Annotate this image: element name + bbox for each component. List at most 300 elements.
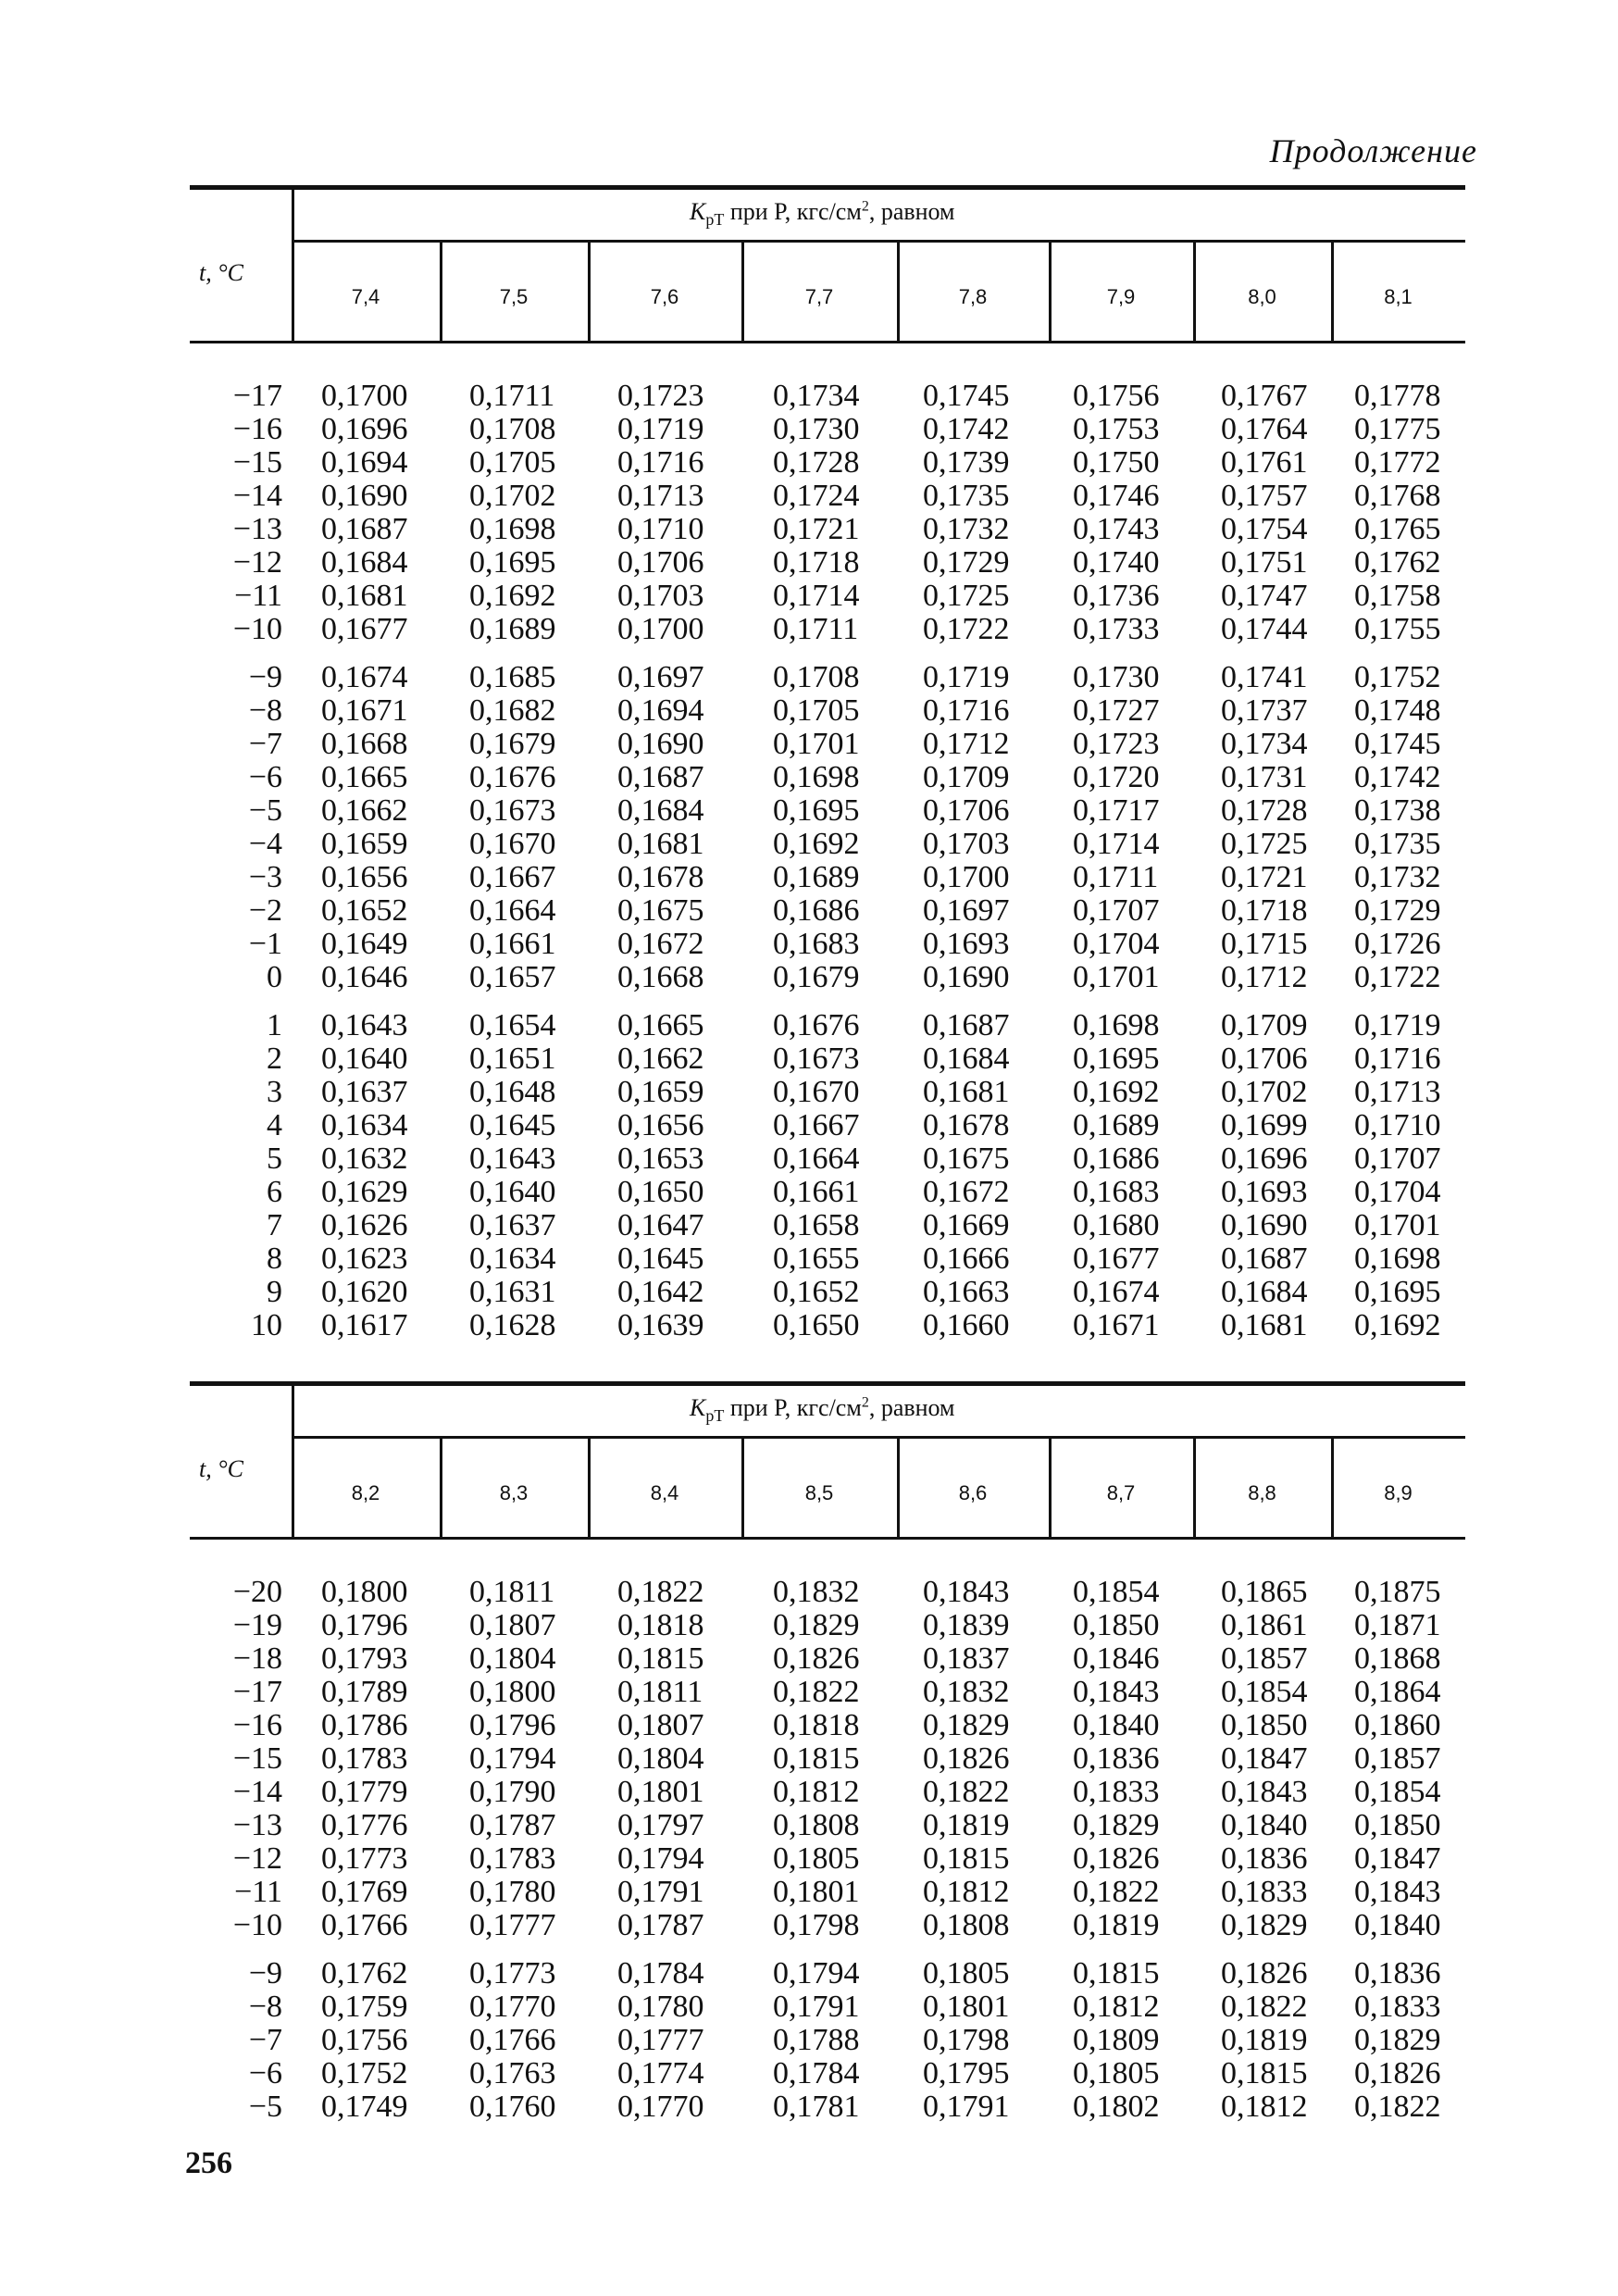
kpt-value-cell: 0,1678	[923, 1108, 1010, 1142]
kpt-value-cell: 0,1655	[773, 1242, 860, 1276]
kpt-value-cell: 0,1677	[321, 612, 408, 646]
kpt-value-cell: 0,1684	[321, 545, 408, 580]
table-row	[190, 1042, 1465, 1076]
kpt-value-cell: 0,1763	[469, 2056, 556, 2090]
kpt-value-cell: 0,1710	[617, 512, 704, 546]
kpt-value-cell: 0,1699	[1221, 1108, 1308, 1142]
temperature-cell: −1	[248, 927, 282, 961]
kpt-value-cell: 0,1683	[773, 927, 860, 961]
kpt-value-cell: 0,1709	[923, 760, 1010, 794]
kpt-value-cell: 0,1860	[1354, 1708, 1441, 1742]
kpt-value-cell: 0,1843	[1221, 1775, 1308, 1809]
kpt-value-cell: 0,1770	[469, 1990, 556, 2024]
table-row	[190, 1176, 1465, 1209]
kpt-value-cell: 0,1695	[1354, 1275, 1441, 1309]
table-row	[190, 828, 1465, 861]
kpt-value-cell: 0,1780	[469, 1875, 556, 1909]
kpt-value-cell: 0,1797	[617, 1808, 704, 1842]
kpt-value-cell: 0,1749	[321, 2090, 408, 2124]
kpt-value-cell: 0,1729	[923, 545, 1010, 580]
column-header: 7,4	[351, 285, 380, 308]
kpt-value-cell: 0,1703	[923, 827, 1010, 861]
header-tail: , равном	[868, 1394, 955, 1421]
kpt-value-cell: 0,1745	[923, 379, 1010, 413]
kpt-value-cell: 0,1854	[1221, 1675, 1308, 1709]
column-divider	[588, 243, 591, 341]
kpt-value-cell: 0,1696	[321, 412, 408, 446]
kpt-value-cell: 0,1694	[321, 445, 408, 480]
table-row	[190, 728, 1465, 761]
table-row	[190, 580, 1465, 613]
kpt-value-cell: 0,1776	[321, 1808, 408, 1842]
kpt-value-cell: 0,1766	[469, 2023, 556, 2057]
kpt-value-cell: 0,1650	[617, 1175, 704, 1209]
temperature-cell: −18	[232, 1641, 282, 1676]
table-row	[190, 1676, 1465, 1709]
kpt-value-cell: 0,1861	[1221, 1608, 1308, 1642]
kpt-value-cell: 0,1734	[1221, 727, 1308, 761]
kpt-value-cell: 0,1805	[773, 1841, 860, 1876]
kpt-value-cell: 0,1770	[617, 2090, 704, 2124]
kpt-value-cell: 0,1854	[1354, 1775, 1441, 1809]
kpt-value-cell: 0,1640	[469, 1175, 556, 1209]
kpt-value-cell: 0,1716	[1354, 1042, 1441, 1076]
kpt-value-cell: 0,1850	[1354, 1808, 1441, 1842]
temperature-cell: −12	[232, 1841, 282, 1876]
kpt-value-cell: 0,1812	[1073, 1990, 1160, 2024]
temperature-cell: 10	[251, 1308, 282, 1342]
kpt-value-cell: 0,1710	[1354, 1108, 1441, 1142]
kpt-value-cell: 0,1634	[321, 1108, 408, 1142]
kpt-value-cell: 0,1808	[773, 1808, 860, 1842]
kpt-value-cell: 0,1637	[321, 1075, 408, 1109]
kpt-value-cell: 0,1728	[773, 445, 860, 480]
kpt-value-cell: 0,1642	[617, 1275, 704, 1309]
kpt-value-cell: 0,1702	[1221, 1075, 1308, 1109]
kpt-value-cell: 0,1686	[1073, 1142, 1160, 1176]
kpt-value-cell: 0,1773	[321, 1841, 408, 1876]
kpt-value-cell: 0,1713	[1354, 1075, 1441, 1109]
kpt-value-cell: 0,1822	[923, 1775, 1010, 1809]
kpt-value-cell: 0,1682	[469, 693, 556, 728]
column-header: 8,0	[1248, 285, 1276, 308]
header-superscript: 2	[861, 198, 869, 215]
table-row	[190, 613, 1465, 646]
kpt-value-cell: 0,1854	[1073, 1575, 1160, 1609]
kpt-value-cell: 0,1725	[923, 579, 1010, 613]
kpt-value-cell: 0,1731	[1221, 760, 1308, 794]
kpt-value-cell: 0,1868	[1354, 1641, 1441, 1676]
table-row	[190, 661, 1465, 694]
kpt-value-cell: 0,1818	[773, 1708, 860, 1742]
temperature-cell: −14	[232, 479, 282, 513]
kpt-value-cell: 0,1787	[469, 1808, 556, 1842]
column-header: 8,2	[351, 1481, 380, 1504]
kpt-value-cell: 0,1711	[469, 379, 555, 413]
kpt-value-cell: 0,1716	[617, 445, 704, 480]
kpt-value-cell: 0,1707	[1073, 893, 1160, 928]
kpt-value-cell: 0,1712	[1221, 960, 1308, 994]
kpt-value-cell: 0,1663	[923, 1275, 1010, 1309]
table-row	[190, 1642, 1465, 1676]
kpt-value-cell: 0,1721	[773, 512, 860, 546]
kpt-value-cell: 0,1796	[321, 1608, 408, 1642]
kpt-value-cell: 0,1801	[923, 1990, 1010, 2024]
column-header: 8,9	[1384, 1481, 1413, 1504]
kpt-value-cell: 0,1665	[617, 1008, 704, 1042]
kpt-value-cell: 0,1865	[1221, 1575, 1308, 1609]
kpt-value-cell: 0,1696	[1221, 1142, 1308, 1176]
kpt-value-cell: 0,1657	[469, 960, 556, 994]
temperature-cell: −8	[248, 693, 282, 728]
kpt-value-cell: 0,1717	[1073, 793, 1160, 828]
kpt-value-cell: 0,1778	[1354, 379, 1441, 413]
kpt-value-cell: 0,1811	[617, 1675, 703, 1709]
kpt-value-cell: 0,1826	[1073, 1841, 1160, 1876]
kpt-value-cell: 0,1722	[1354, 960, 1441, 994]
kpt-value-cell: 0,1697	[923, 893, 1010, 928]
kpt-value-cell: 0,1724	[773, 479, 860, 513]
kpt-value-cell: 0,1748	[1354, 693, 1441, 728]
kpt-value-cell: 0,1819	[923, 1808, 1010, 1842]
kpt-value-cell: 0,1668	[321, 727, 408, 761]
row-group	[190, 1576, 1465, 1942]
kpt-value-cell: 0,1875	[1354, 1575, 1441, 1609]
kpt-value-cell: 0,1695	[1073, 1042, 1160, 1076]
kpt-value-cell: 0,1673	[469, 793, 556, 828]
kpt-value-cell: 0,1719	[1354, 1008, 1441, 1042]
temperature-cell: 5	[267, 1142, 282, 1176]
kpt-value-cell: 0,1711	[1073, 860, 1159, 894]
temperature-cell: −7	[248, 727, 282, 761]
table-row	[190, 1776, 1465, 1809]
kpt-value-cell: 0,1629	[321, 1175, 408, 1209]
kpt-value-cell: 0,1807	[617, 1708, 704, 1742]
temperature-cell: 0	[267, 960, 282, 994]
kpt-value-cell: 0,1850	[1073, 1608, 1160, 1642]
column-header: 7,5	[499, 285, 529, 308]
kpt-value-cell: 0,1774	[617, 2056, 704, 2090]
row-group	[190, 380, 1465, 646]
column-header: 8,7	[1106, 1481, 1136, 1504]
kpt-value-cell: 0,1662	[617, 1042, 704, 1076]
kpt-value-cell: 0,1706	[923, 793, 1010, 828]
kpt-value-cell: 0,1766	[321, 1908, 408, 1942]
kpt-value-cell: 0,1656	[617, 1108, 704, 1142]
table-row	[190, 1309, 1465, 1342]
temperature-cell: 4	[267, 1108, 282, 1142]
kpt-value-cell: 0,1643	[469, 1142, 556, 1176]
kpt-value-cell: 0,1837	[923, 1641, 1010, 1676]
kpt-value-cell: 0,1667	[773, 1108, 860, 1142]
kpt-value-cell: 0,1733	[1073, 612, 1160, 646]
kpt-value-cell: 0,1800	[321, 1575, 408, 1609]
kpt-symbol: K	[690, 1394, 706, 1421]
kpt-value-cell: 0,1721	[1221, 860, 1308, 894]
column-header: 8,4	[650, 1481, 679, 1504]
column-header: 8,6	[958, 1481, 988, 1504]
kpt-value-cell: 0,1672	[923, 1175, 1010, 1209]
column-divider	[1193, 1439, 1196, 1537]
kpt-value-cell: 0,1740	[1073, 545, 1160, 580]
temperature-cell: −6	[248, 2056, 282, 2090]
kpt-value-cell: 0,1692	[773, 827, 860, 861]
temperature-cell: −11	[234, 1875, 282, 1909]
kpt-value-cell: 0,1732	[923, 512, 1010, 546]
kpt-value-cell: 0,1791	[617, 1875, 704, 1909]
kpt-value-cell: 0,1840	[1354, 1908, 1441, 1942]
kpt-value-cell: 0,1850	[1221, 1708, 1308, 1742]
kpt-value-cell: 0,1840	[1221, 1808, 1308, 1842]
kpt-value-cell: 0,1675	[923, 1142, 1010, 1176]
table-row	[190, 894, 1465, 928]
temperature-cell: −5	[248, 2090, 282, 2124]
kpt-value-cell: 0,1805	[923, 1956, 1010, 1990]
kpt-value-cell: 0,1684	[617, 793, 704, 828]
kpt-value-cell: 0,1718	[773, 545, 860, 580]
kpt-value-cell: 0,1661	[773, 1175, 860, 1209]
kpt-value-cell: 0,1664	[773, 1142, 860, 1176]
kpt-value-cell: 0,1794	[617, 1841, 704, 1876]
kpt-value-cell: 0,1808	[923, 1908, 1010, 1942]
column-header: 8,1	[1384, 285, 1413, 308]
temperature-cell: −20	[232, 1575, 282, 1609]
column-header: 8,5	[804, 1481, 834, 1504]
kpt-value-cell: 0,1697	[617, 660, 704, 694]
kpt-value-cell: 0,1755	[1354, 612, 1441, 646]
kpt-value-cell: 0,1694	[617, 693, 704, 728]
kpt-value-cell: 0,1818	[617, 1608, 704, 1642]
kpt-value-cell: 0,1752	[321, 2056, 408, 2090]
temperature-cell: −10	[232, 1908, 282, 1942]
kpt-value-cell: 0,1723	[1073, 727, 1160, 761]
kpt-value-cell: 0,1791	[773, 1990, 860, 2024]
kpt-value-cell: 0,1826	[1221, 1956, 1308, 1990]
table-row	[190, 761, 1465, 794]
temperature-cell: −16	[232, 412, 282, 446]
kpt-value-cell: 0,1700	[617, 612, 704, 646]
kpt-value-cell: 0,1670	[773, 1075, 860, 1109]
kpt-value-cell: 0,1796	[469, 1708, 556, 1742]
column-divider	[440, 1439, 442, 1537]
kpt-value-cell: 0,1745	[1354, 727, 1441, 761]
kpt-value-cell: 0,1804	[617, 1741, 704, 1776]
kpt-value-cell: 0,1722	[923, 612, 1010, 646]
kpt-value-cell: 0,1735	[1354, 827, 1441, 861]
kpt-value-cell: 0,1801	[617, 1775, 704, 1809]
kpt-value-cell: 0,1718	[1221, 893, 1308, 928]
kpt-value-cell: 0,1705	[469, 445, 556, 480]
temperature-cell: −10	[232, 612, 282, 646]
kpt-value-cell: 0,1654	[469, 1008, 556, 1042]
kpt-value-cell: 0,1777	[617, 2023, 704, 2057]
temperature-cell: −9	[248, 660, 282, 694]
kpt-value-cell: 0,1747	[1221, 579, 1308, 613]
table-row	[190, 1109, 1465, 1142]
temperature-cell: −15	[232, 1741, 282, 1776]
kpt-value-cell: 0,1784	[773, 2056, 860, 2090]
kpt-value-cell: 0,1689	[773, 860, 860, 894]
table-row	[190, 1742, 1465, 1776]
table-row	[190, 961, 1465, 994]
temperature-cell: 6	[267, 1175, 282, 1209]
table-row	[190, 928, 1465, 961]
kpt-value-cell: 0,1689	[469, 612, 556, 646]
kpt-value-cell: 0,1742	[923, 412, 1010, 446]
kpt-value-cell: 0,1784	[617, 1956, 704, 1990]
kpt-value-cell: 0,1695	[773, 793, 860, 828]
kpt-value-cell: 0,1780	[617, 1990, 704, 2024]
table-row	[190, 480, 1465, 513]
kpt-value-cell: 0,1783	[469, 1841, 556, 1876]
kpt-value-cell: 0,1765	[1354, 512, 1441, 546]
kpt-value-cell: 0,1819	[1221, 2023, 1308, 2057]
kpt-value-cell: 0,1736	[1073, 579, 1160, 613]
kpt-value-cell: 0,1707	[1354, 1142, 1441, 1176]
kpt-value-cell: 0,1704	[1073, 927, 1160, 961]
kpt-value-cell: 0,1701	[1354, 1208, 1441, 1242]
table-row	[190, 446, 1465, 480]
temperature-cell: −7	[248, 2023, 282, 2057]
kpt-value-cell: 0,1678	[617, 860, 704, 894]
temperature-cell: 8	[267, 1242, 282, 1276]
kpt-value-cell: 0,1672	[617, 927, 704, 961]
column-divider	[741, 243, 744, 341]
column-header: 7,7	[804, 285, 834, 308]
kpt-value-cell: 0,1675	[617, 893, 704, 928]
kpt-value-cell: 0,1789	[321, 1675, 408, 1709]
kpt-value-cell: 0,1781	[773, 2090, 860, 2124]
kpt-value-cell: 0,1690	[321, 479, 408, 513]
kpt-value-cell: 0,1843	[923, 1575, 1010, 1609]
kpt-value-cell: 0,1802	[1073, 2090, 1160, 2124]
temperature-cell: −3	[248, 860, 282, 894]
kpt-value-cell: 0,1698	[773, 760, 860, 794]
header-bottom-rule	[190, 1537, 1465, 1540]
kpt-value-cell: 0,1786	[321, 1708, 408, 1742]
kpt-value-cell: 0,1698	[1073, 1008, 1160, 1042]
kpt-value-cell: 0,1701	[1073, 960, 1160, 994]
kpt-value-cell: 0,1804	[469, 1641, 556, 1676]
kpt-value-cell: 0,1714	[773, 579, 860, 613]
kpt-value-cell: 0,1662	[321, 793, 408, 828]
column-divider	[1049, 243, 1052, 341]
kpt-value-cell: 0,1826	[1354, 2056, 1441, 2090]
kpt-value-cell: 0,1833	[1073, 1775, 1160, 1809]
kpt-value-cell: 0,1768	[1354, 479, 1441, 513]
kpt-value-cell: 0,1649	[321, 927, 408, 961]
kpt-value-cell: 0,1746	[1073, 479, 1160, 513]
kpt-value-cell: 0,1667	[469, 860, 556, 894]
temperature-cell: −9	[248, 1956, 282, 1990]
kpt-value-cell: 0,1791	[923, 2090, 1010, 2124]
kpt-value-cell: 0,1761	[1221, 445, 1308, 480]
kpt-value-cell: 0,1790	[469, 1775, 556, 1809]
kpt-value-cell: 0,1840	[1073, 1708, 1160, 1742]
kpt-value-cell: 0,1847	[1354, 1841, 1441, 1876]
kpt-value-cell: 0,1751	[1221, 545, 1308, 580]
kpt-value-cell: 0,1673	[773, 1042, 860, 1076]
kpt-value-cell: 0,1756	[321, 2023, 408, 2057]
kpt-value-cell: 0,1631	[469, 1275, 556, 1309]
kpt-value-cell: 0,1679	[773, 960, 860, 994]
kpt-value-cell: 0,1836	[1073, 1741, 1160, 1776]
table-row	[190, 1242, 1465, 1276]
kpt-value-cell: 0,1692	[469, 579, 556, 613]
column-header: 7,6	[650, 285, 679, 308]
kpt-value-cell: 0,1646	[321, 960, 408, 994]
kpt-value-cell: 0,1705	[773, 693, 860, 728]
kpt-value-cell: 0,1801	[773, 1875, 860, 1909]
kpt-value-cell: 0,1730	[773, 412, 860, 446]
kpt-value-cell: 0,1826	[923, 1741, 1010, 1776]
temperature-cell: −17	[232, 1675, 282, 1709]
kpt-value-cell: 0,1666	[923, 1242, 1010, 1276]
kpt-value-cell: 0,1754	[1221, 512, 1308, 546]
table-top-rule	[190, 1381, 1465, 1386]
kpt-value-cell: 0,1769	[321, 1875, 408, 1909]
table-row	[190, 1809, 1465, 1842]
temperature-cell: 9	[267, 1275, 282, 1309]
table-row	[190, 1842, 1465, 1876]
kpt-value-cell: 0,1706	[617, 545, 704, 580]
kpt-value-cell: 0,1658	[773, 1208, 860, 1242]
temperature-cell: −5	[248, 793, 282, 828]
kpt-value-cell: 0,1783	[321, 1741, 408, 1776]
kpt-value-cell: 0,1732	[1354, 860, 1441, 894]
table-row	[190, 1076, 1465, 1109]
kpt-value-cell: 0,1811	[469, 1575, 555, 1609]
table-row	[190, 861, 1465, 894]
kpt-value-cell: 0,1787	[617, 1908, 704, 1942]
kpt-value-cell: 0,1620	[321, 1275, 408, 1309]
kpt-value-cell: 0,1684	[1221, 1275, 1308, 1309]
header-condition: при P, кгс/см	[724, 198, 862, 225]
temperature-cell: −12	[232, 545, 282, 580]
kpt-value-cell: 0,1700	[321, 379, 408, 413]
kpt-value-cell: 0,1665	[321, 760, 408, 794]
kpt-value-cell: 0,1709	[1221, 1008, 1308, 1042]
kpt-value-cell: 0,1681	[923, 1075, 1010, 1109]
kpt-value-cell: 0,1815	[1073, 1956, 1160, 1990]
kpt-value-cell: 0,1716	[923, 693, 1010, 728]
kpt-value-cell: 0,1708	[469, 412, 556, 446]
kpt-value-cell: 0,1648	[469, 1075, 556, 1109]
kpt-value-cell: 0,1726	[1354, 927, 1441, 961]
kpt-value-cell: 0,1684	[923, 1042, 1010, 1076]
kpt-value-cell: 0,1652	[773, 1275, 860, 1309]
kpt-value-cell: 0,1741	[1221, 660, 1308, 694]
header-condition: при P, кгс/см	[724, 1394, 862, 1421]
kpt-value-cell: 0,1756	[1073, 379, 1160, 413]
kpt-value-cell: 0,1812	[773, 1775, 860, 1809]
kpt-value-cell: 0,1692	[1354, 1308, 1441, 1342]
table-row	[190, 546, 1465, 580]
kpt-value-cell: 0,1728	[1221, 793, 1308, 828]
kpt-value-cell: 0,1772	[1354, 445, 1441, 480]
kpt-value-cell: 0,1668	[617, 960, 704, 994]
kpt-value-cell: 0,1708	[773, 660, 860, 694]
table-row	[190, 1209, 1465, 1242]
kpt-value-cell: 0,1807	[469, 1608, 556, 1642]
table-row	[190, 1142, 1465, 1176]
table-kpt-8-2-to-8-9	[190, 1381, 1465, 2140]
kpt-value-cell: 0,1719	[923, 660, 1010, 694]
kpt-value-cell: 0,1659	[321, 827, 408, 861]
kpt-value-cell: 0,1815	[617, 1641, 704, 1676]
kpt-value-cell: 0,1729	[1354, 893, 1441, 928]
kpt-value-cell: 0,1735	[923, 479, 1010, 513]
